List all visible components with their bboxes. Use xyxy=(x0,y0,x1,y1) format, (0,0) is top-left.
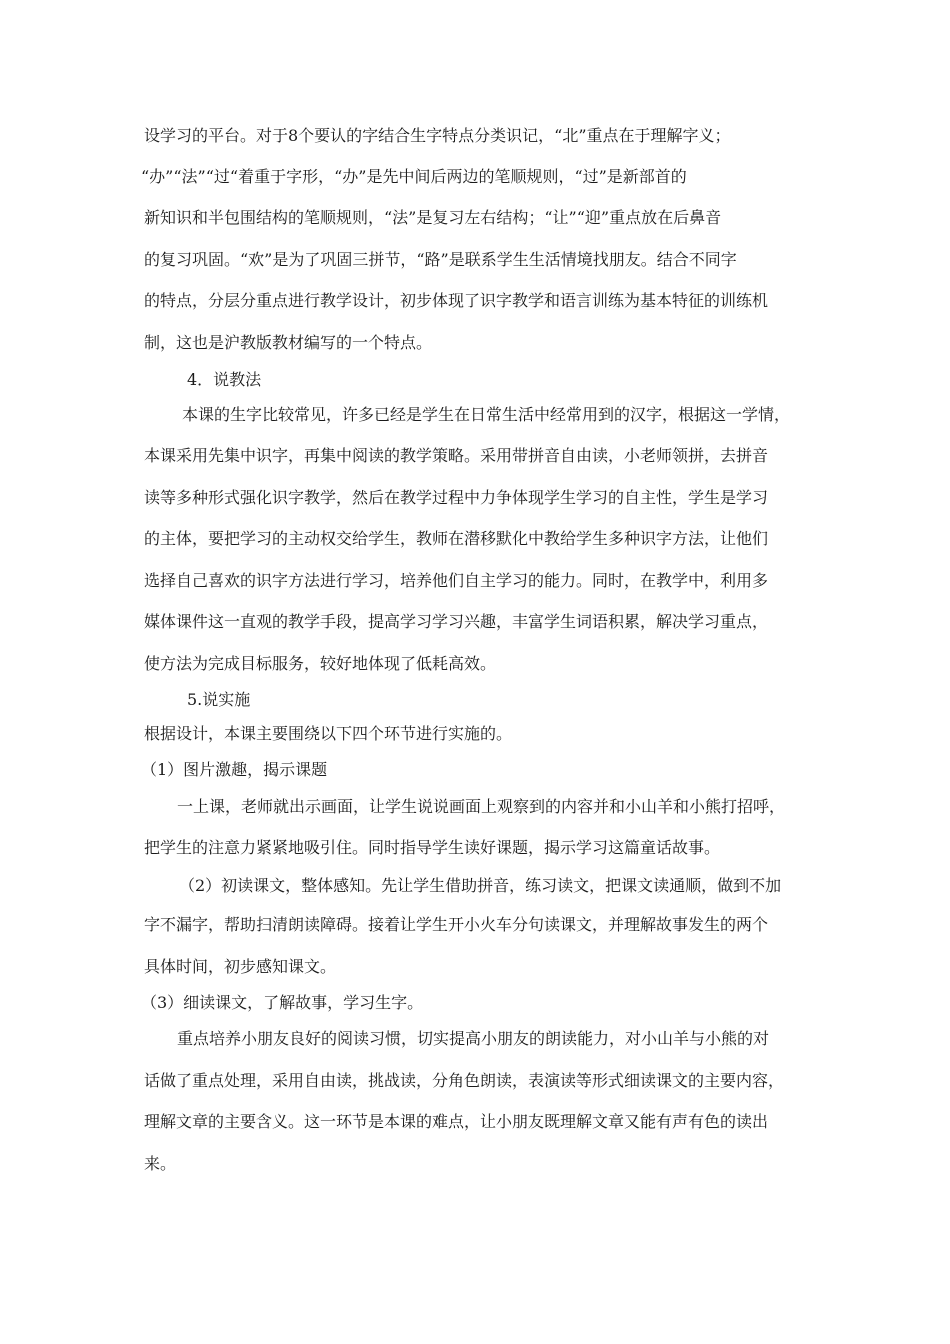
text-line: 使方法为完成目标服务，较好地体现了低耗高效。 xyxy=(144,654,497,673)
text-line: 字不漏字，帮助扫清朗读障碍。接着让学生开小火车分句读课文，并理解故事发生的两个 xyxy=(144,915,769,934)
text-line: 新知识和半包围结构的笔顺规则，“法”是复习左右结构；“让”“迎”重点放在后鼻音 xyxy=(144,208,722,227)
section-heading: 5.说实施 xyxy=(187,690,251,709)
text-line: 具体时间，初步感知课文。 xyxy=(144,957,337,976)
text-line: 理解文章的主要含义。这一环节是本课的难点，让小朋友既理解文章又能有声有色的读出 xyxy=(144,1112,769,1131)
text-line: 话做了重点处理，采用自由读，挑战读，分角色朗读，表演读等形式细读课文的主要内容， xyxy=(144,1071,785,1090)
text-line: 来。 xyxy=(144,1154,177,1173)
text-line: 根据设计，本课主要围绕以下四个环节进行实施的。 xyxy=(144,724,513,743)
text-line: 本课采用先集中识字，再集中阅读的教学策略。采用带拼音自由读，小老师领拼，去拼音 xyxy=(144,446,769,465)
text-line: 重点培养小朋友良好的阅读习惯，切实提高小朋友的朗读能力，对小山羊与小熊的对 xyxy=(177,1029,770,1048)
text-line: 读等多种形式强化识字教学，然后在教学过程中力争体现学生学习的自主性，学生是学习 xyxy=(144,488,769,507)
text-line: 媒体课件这一直观的教学手段，提高学习学习兴趣，丰富学生词语积累，解决学习重点， xyxy=(144,612,769,631)
text-line: 设学习的平台。对于8个要认的字结合生字特点分类识记，“北”重点在于理解字义； xyxy=(144,126,731,145)
section-heading: 4．说教法 xyxy=(187,370,262,389)
subsection-heading: （1）图片激趣，揭示课题 xyxy=(141,760,328,779)
text-line: 制，这也是沪教版教材编写的一个特点。 xyxy=(144,333,433,352)
text-line: 把学生的注意力紧紧地吸引住。同时指导学生读好课题，揭示学习这篇童话故事。 xyxy=(144,838,721,857)
text-line: （2）初读课文，整体感知。先让学生借助拼音，练习读文，把课文读通顺，做到不加 xyxy=(179,876,782,895)
text-line: 的复习巩固。“欢”是为了巩固三拼节，“路”是联系学生生活情境找朋友。结合不同字 xyxy=(144,250,737,269)
text-line: 一上课，老师就出示画面，让学生说说画面上观察到的内容并和小山羊和小熊打招呼， xyxy=(177,797,786,816)
text-line: 的主体，要把学习的主动权交给学生，教师在潜移默化中教给学生多种识字方法，让他们 xyxy=(144,529,769,548)
text-line: 的特点，分层分重点进行教学设计，初步体现了识字教学和语言训练为基本特征的训练机 xyxy=(144,291,769,310)
text-line: “办”“法”“过“着重于字形，“办”是先中间后两边的笔顺规则，“过”是新部首的 xyxy=(141,167,687,186)
subsection-heading: （3）细读课文，了解故事，学习生字。 xyxy=(141,993,424,1012)
text-line: 选择自己喜欢的识字方法进行学习，培养他们自主学习的能力。同时，在教学中，利用多 xyxy=(144,571,769,590)
text-line: 本课的生字比较常见，许多已经是学生在日常生活中经常用到的汉字，根据这一学情， xyxy=(182,405,791,424)
